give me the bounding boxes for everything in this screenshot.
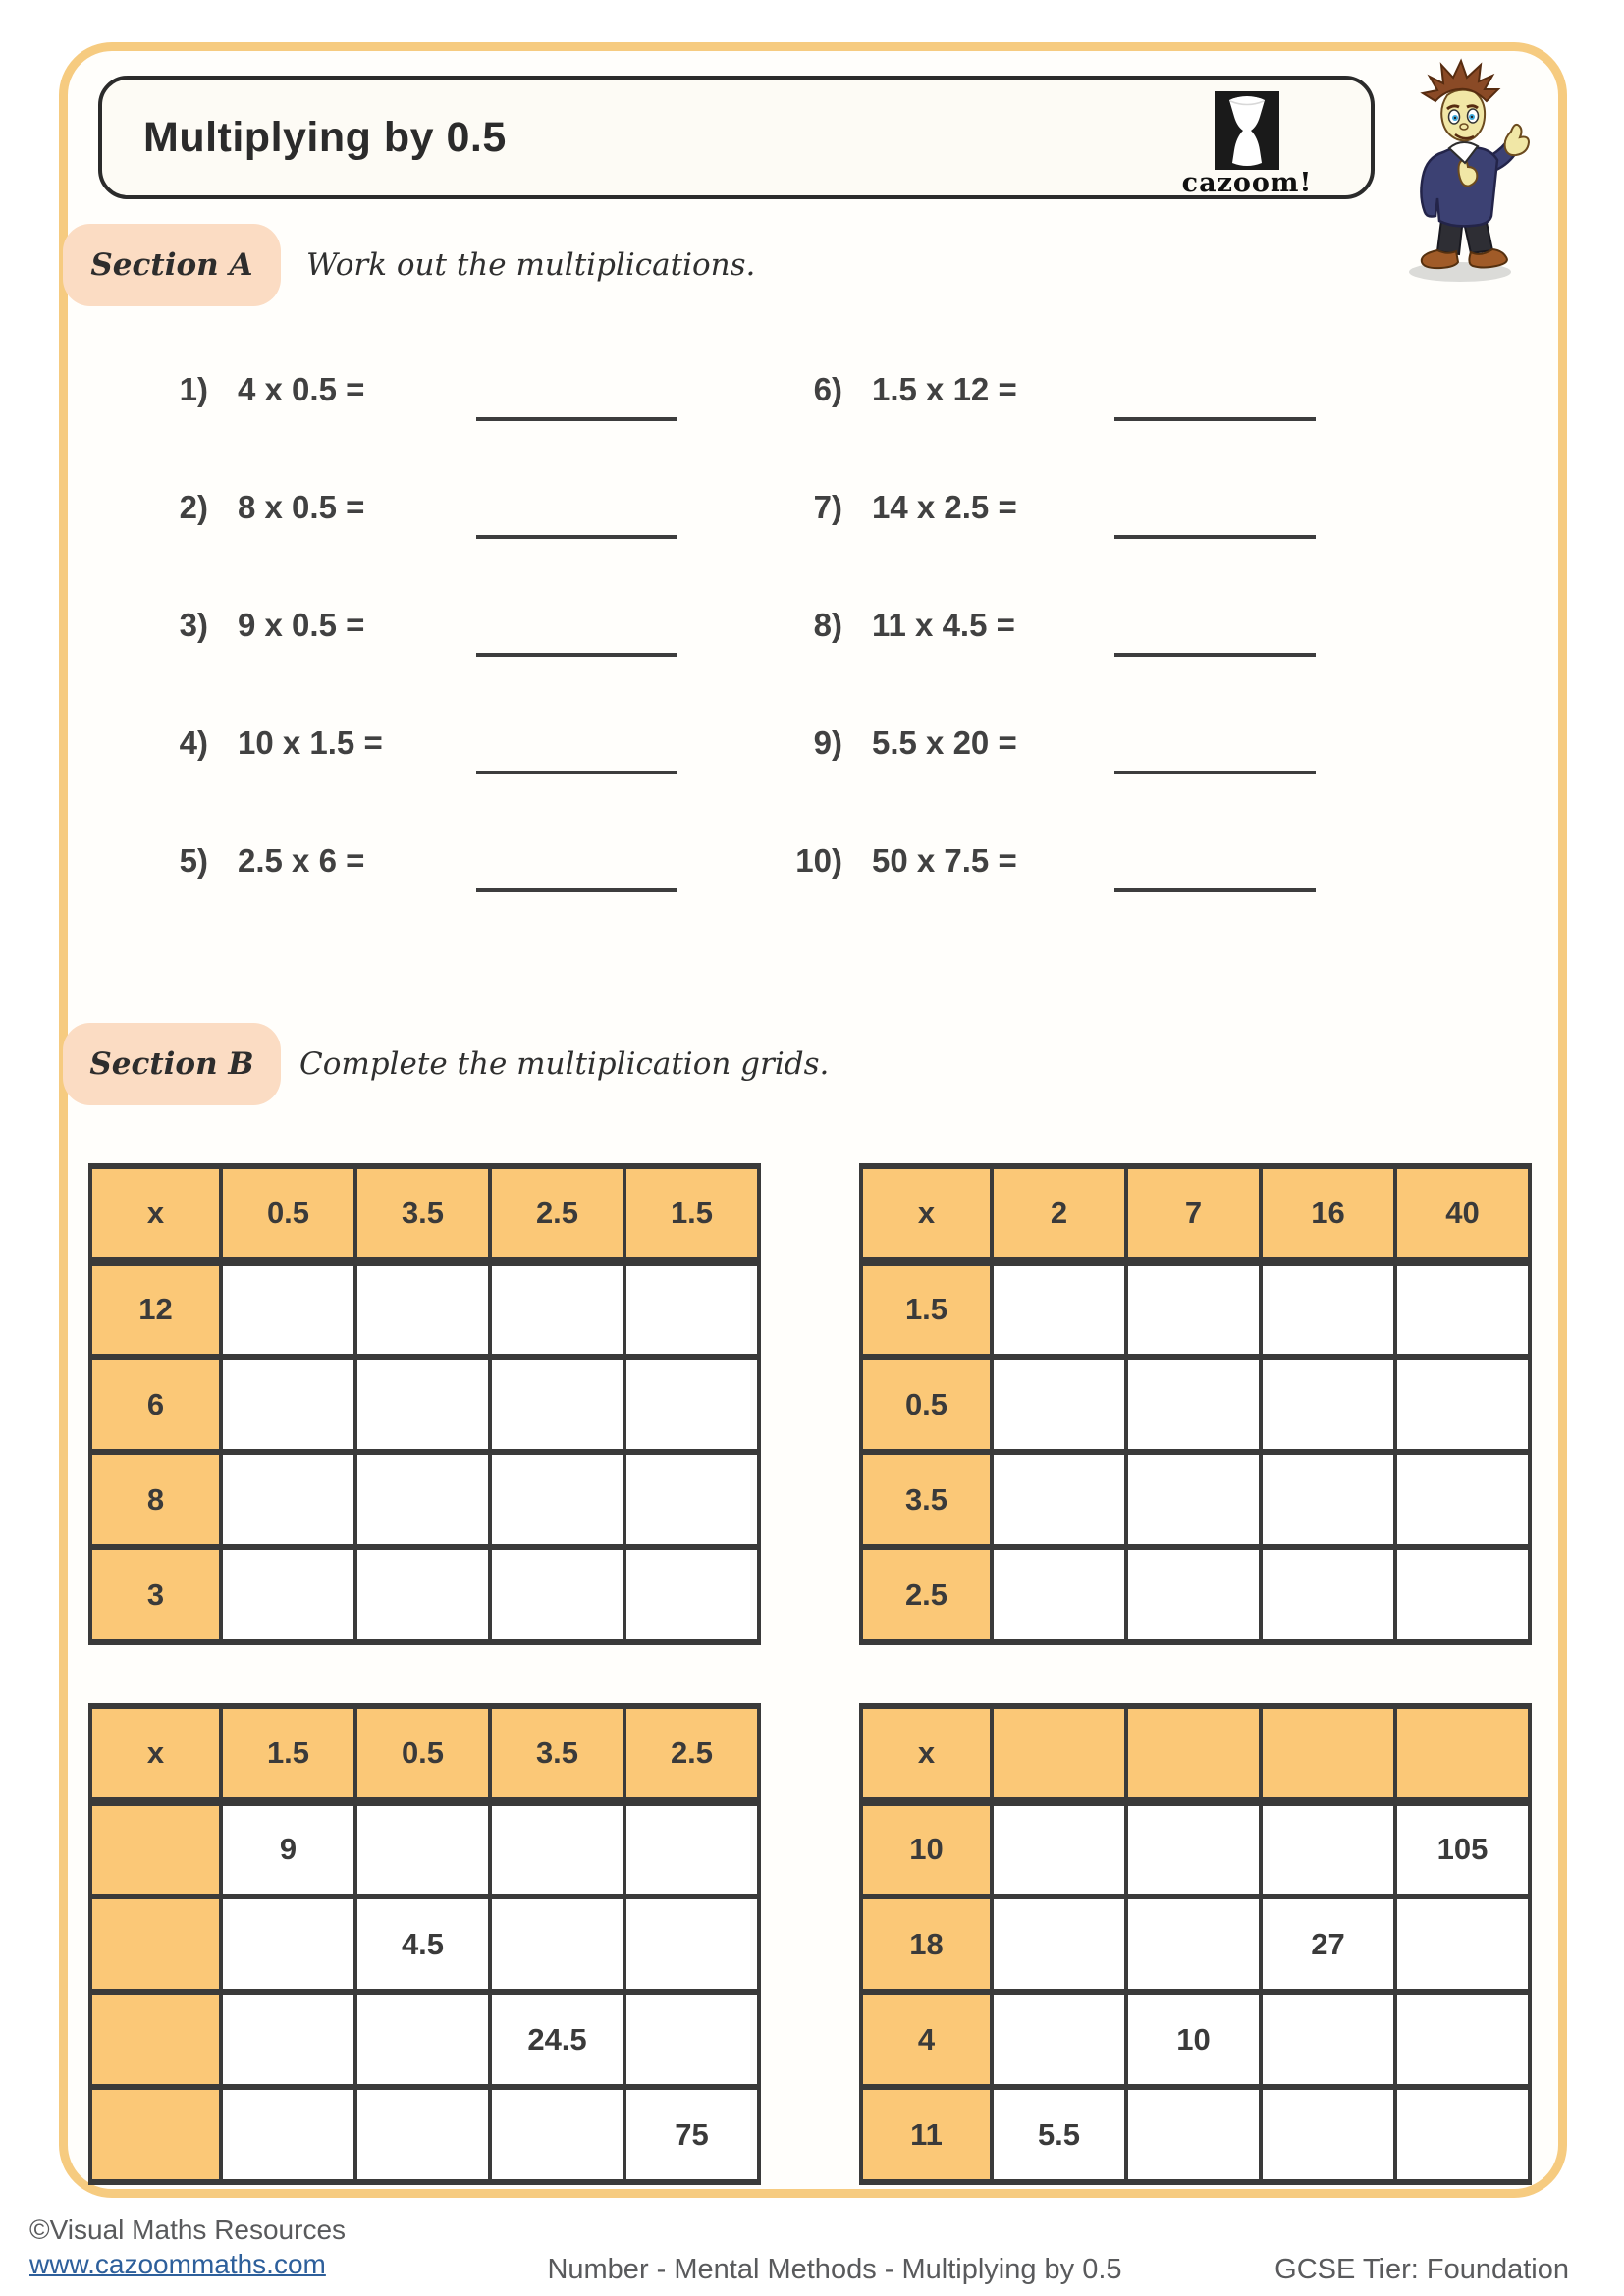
grid-empty-cell[interactable] [624, 1547, 759, 1642]
title-box [98, 76, 1375, 199]
grid-empty-cell[interactable] [992, 1547, 1126, 1642]
grid-col-header: 1.5 [221, 1706, 355, 1801]
problem-expression: 50 x 7.5 = [872, 842, 1017, 879]
section-b-instruction: Complete the multiplication grids. [299, 1046, 830, 1082]
grid-empty-cell[interactable] [355, 1801, 490, 1896]
grid-col-header: 1.5 [624, 1166, 759, 1261]
grid-value-cell: 9 [221, 1801, 355, 1896]
grid-col-header: 0.5 [221, 1166, 355, 1261]
grid-value-cell: 10 [1126, 1992, 1261, 2087]
grid-empty-cell[interactable] [1261, 1801, 1395, 1896]
grid-empty-cell[interactable] [1261, 1261, 1395, 1357]
grid-empty-cell[interactable] [221, 1992, 355, 2087]
grid-empty-cell[interactable] [992, 1357, 1126, 1452]
grid-col-header [1126, 1706, 1261, 1801]
answer-line[interactable] [476, 888, 677, 892]
answer-line[interactable] [476, 653, 677, 657]
problem-expression: 10 x 1.5 = [238, 724, 383, 761]
grid-row-header: 0.5 [861, 1357, 992, 1452]
grid-value-cell: 105 [1395, 1801, 1530, 1896]
cazoom-logo [1168, 91, 1326, 198]
grid-empty-cell[interactable] [221, 2087, 355, 2182]
grid-empty-cell[interactable] [1395, 1992, 1530, 2087]
problem-expression: 2.5 x 6 = [238, 842, 365, 879]
grid-empty-cell[interactable] [992, 1992, 1126, 2087]
grid-row-header: 3 [90, 1547, 221, 1642]
grid-empty-cell[interactable] [221, 1896, 355, 1992]
problem-number: 1) [179, 371, 208, 407]
section-b-label: Section B [89, 1046, 254, 1082]
grid-empty-cell[interactable] [992, 1452, 1126, 1547]
problem-expression: 4 x 0.5 = [238, 371, 365, 407]
grid-row-header: 18 [861, 1896, 992, 1992]
problems-column-left [137, 368, 746, 957]
grid-empty-cell[interactable] [1126, 1547, 1261, 1642]
grid-col-header: 2 [992, 1166, 1126, 1261]
problem-expression: 1.5 x 12 = [872, 371, 1017, 407]
problem-number: 9) [813, 724, 842, 761]
grid-row-header: 10 [861, 1801, 992, 1896]
problem-expression: 11 x 4.5 = [872, 607, 1015, 643]
grid-col-header: 0.5 [355, 1706, 490, 1801]
section-a-tab [63, 224, 281, 306]
grid-empty-cell[interactable] [490, 1261, 624, 1357]
problem-number: 2) [179, 489, 208, 525]
grid-col-header [1395, 1706, 1530, 1801]
grid-empty-cell[interactable] [624, 1357, 759, 1452]
grid-empty-cell[interactable] [624, 1261, 759, 1357]
grid-empty-cell[interactable] [624, 1452, 759, 1547]
grid-empty-cell[interactable] [1261, 1547, 1395, 1642]
problem-expression: 8 x 0.5 = [238, 489, 365, 525]
grid-row-header: 4 [861, 1992, 992, 2087]
problem-number: 8) [813, 607, 842, 643]
problem-4 [137, 721, 746, 839]
grid-col-header [992, 1706, 1126, 1801]
grid-col-header: 2.5 [624, 1706, 759, 1801]
grid-row-header: 12 [90, 1261, 221, 1357]
answer-line[interactable] [1114, 653, 1316, 657]
grid-col-header: 7 [1126, 1166, 1261, 1261]
grid-empty-cell[interactable] [355, 1452, 490, 1547]
logo-wordmark: cazoom! [1181, 168, 1313, 198]
section-a-label: Section A [90, 247, 253, 283]
grid-empty-cell[interactable] [1261, 2087, 1395, 2182]
grid-corner-cell: x [861, 1706, 992, 1801]
grid-empty-cell[interactable] [624, 1896, 759, 1992]
grid-empty-cell[interactable] [1395, 1357, 1530, 1452]
answer-line[interactable] [476, 417, 677, 421]
problem-number: 3) [179, 607, 208, 643]
grid-empty-cell[interactable] [490, 1357, 624, 1452]
problem-3 [137, 604, 746, 721]
grid-value-cell: 24.5 [490, 1992, 624, 2087]
problem-2 [137, 486, 746, 604]
multiplication-grid-1 [88, 1163, 761, 1645]
problem-8 [766, 604, 1375, 721]
problem-5 [137, 839, 746, 957]
grid-empty-cell[interactable] [355, 1357, 490, 1452]
grid-value-cell: 4.5 [355, 1896, 490, 1992]
footer-tier: GCSE Tier: Foundation [1274, 2254, 1569, 2285]
grid-empty-cell[interactable] [1395, 1547, 1530, 1642]
grid-value-cell: 5.5 [992, 2087, 1126, 2182]
grid-empty-cell[interactable] [490, 1547, 624, 1642]
grid-empty-cell[interactable] [1395, 1896, 1530, 1992]
answer-line[interactable] [476, 771, 677, 774]
grid-empty-cell[interactable] [490, 1801, 624, 1896]
grid-col-header: 2.5 [490, 1166, 624, 1261]
grid-row-header [90, 1992, 221, 2087]
grid-empty-cell[interactable] [992, 1801, 1126, 1896]
grid-value-cell: 75 [624, 2087, 759, 2182]
grid-empty-cell[interactable] [624, 1992, 759, 2087]
answer-line[interactable] [1114, 771, 1316, 774]
grid-empty-cell[interactable] [1126, 1452, 1261, 1547]
grid-empty-cell[interactable] [624, 1801, 759, 1896]
grid-empty-cell[interactable] [992, 1261, 1126, 1357]
section-a-instruction: Work out the multiplications. [306, 247, 756, 283]
problem-number: 7) [813, 489, 842, 525]
grid-row-header: 1.5 [861, 1261, 992, 1357]
grid-col-header: 16 [1261, 1166, 1395, 1261]
grid-row-header [90, 1801, 221, 1896]
problems-column-right [766, 368, 1375, 957]
grid-corner-cell: x [861, 1166, 992, 1261]
grid-empty-cell[interactable] [355, 1992, 490, 2087]
grid-empty-cell[interactable] [1395, 1261, 1530, 1357]
grid-row-header: 11 [861, 2087, 992, 2182]
problem-number: 5) [179, 842, 208, 879]
footer-copyright: ©Visual Maths Resources [29, 2215, 347, 2245]
problem-expression: 14 x 2.5 = [872, 489, 1017, 525]
grid-empty-cell[interactable] [1261, 1992, 1395, 2087]
grid-row-header: 3.5 [861, 1452, 992, 1547]
grid-empty-cell[interactable] [1126, 1801, 1261, 1896]
grid-corner-cell: x [90, 1706, 221, 1801]
answer-line[interactable] [1114, 535, 1316, 539]
grid-col-header: 3.5 [490, 1706, 624, 1801]
grid-empty-cell[interactable] [355, 2087, 490, 2182]
problem-number: 6) [813, 371, 842, 407]
grid-col-header: 3.5 [355, 1166, 490, 1261]
drum-icon [1215, 91, 1279, 170]
grid-empty-cell[interactable] [221, 1452, 355, 1547]
problem-10 [766, 839, 1375, 957]
grid-empty-cell[interactable] [1126, 1357, 1261, 1452]
footer-website-link[interactable]: www.cazoommaths.com [29, 2249, 326, 2279]
multiplication-grid-4 [859, 1703, 1532, 2185]
problem-7 [766, 486, 1375, 604]
problem-expression: 9 x 0.5 = [238, 607, 365, 643]
grid-row-header: 2.5 [861, 1547, 992, 1642]
grid-row-header: 8 [90, 1452, 221, 1547]
answer-line[interactable] [476, 535, 677, 539]
grid-col-header [1261, 1706, 1395, 1801]
grid-empty-cell[interactable] [1126, 1896, 1261, 1992]
grid-row-header [90, 1896, 221, 1992]
problem-expression: 5.5 x 20 = [872, 724, 1017, 761]
grid-empty-cell[interactable] [1395, 2087, 1530, 2182]
grid-empty-cell[interactable] [490, 1452, 624, 1547]
grid-empty-cell[interactable] [1126, 1261, 1261, 1357]
grid-empty-cell[interactable] [992, 1896, 1126, 1992]
multiplication-grid-3 [88, 1703, 761, 2185]
grid-empty-cell[interactable] [221, 1261, 355, 1357]
problem-number: 10) [795, 842, 842, 879]
grid-empty-cell[interactable] [490, 1896, 624, 1992]
grid-empty-cell[interactable] [1261, 1452, 1395, 1547]
problem-1 [137, 368, 746, 486]
multiplication-grid-2 [859, 1163, 1532, 1645]
grid-empty-cell[interactable] [355, 1261, 490, 1357]
grid-empty-cell[interactable] [490, 2087, 624, 2182]
answer-line[interactable] [1114, 417, 1316, 421]
grid-empty-cell[interactable] [221, 1357, 355, 1452]
grid-empty-cell[interactable] [355, 1547, 490, 1642]
answer-line[interactable] [1114, 888, 1316, 892]
footer-topic: Number - Mental Methods - Multiplying by 0.5 [547, 2254, 1122, 2285]
grid-value-cell: 27 [1261, 1896, 1395, 1992]
problem-number: 4) [179, 724, 208, 761]
boy-mascot-illustration [1397, 57, 1535, 288]
grid-empty-cell[interactable] [1126, 2087, 1261, 2182]
problem-6 [766, 368, 1375, 486]
problem-9 [766, 721, 1375, 839]
page-title: Multiplying by 0.5 [143, 113, 507, 161]
section-b-tab [63, 1023, 281, 1105]
grid-corner-cell: x [90, 1166, 221, 1261]
grid-empty-cell[interactable] [1395, 1452, 1530, 1547]
grid-empty-cell[interactable] [221, 1547, 355, 1642]
grid-col-header: 40 [1395, 1166, 1530, 1261]
grid-empty-cell[interactable] [1261, 1357, 1395, 1452]
grid-row-header [90, 2087, 221, 2182]
grid-row-header: 6 [90, 1357, 221, 1452]
